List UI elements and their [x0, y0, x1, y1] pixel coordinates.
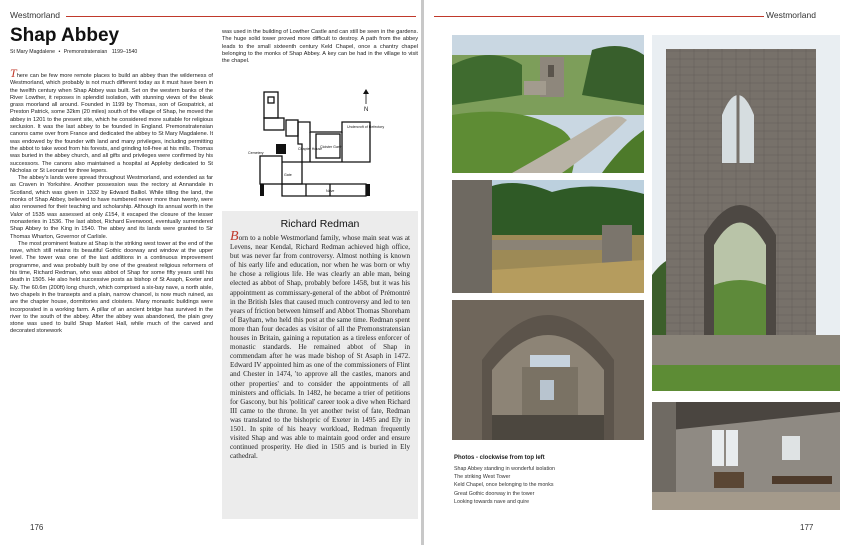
- caption-item: Keld Chapel, once belonging to the monks: [454, 482, 554, 489]
- photo-west-tower: [652, 35, 840, 391]
- caption-item: Shap Abbey standing in wonderful isolation: [454, 466, 556, 472]
- svg-text:N: N: [364, 107, 369, 113]
- photo-captions: [454, 455, 624, 506]
- plan-label-gate: Gate: [284, 173, 292, 177]
- plan-label-undercroft: Undercroft of Refectory: [347, 125, 385, 129]
- article-paragraph: The abbey's lands were spread throughout Westmorland, and extended as far as Craven in Yorkshire. Another possession was the rectory at Annandale in Scotland, which was given in 1332 by Edward Balliol. While tilling the land, the monks of Shap Abbey, believed to have numbered never more than twenty, were also renowned for their teaching and scholarship. Although its annual worth in the Valor of 1535 was assessed at only £154, it escaped the closure of the lesser monasteries in 1536. The last abbot, Richard Evenwood, eventually surrendered Shap Abbey to the King in 1540. The abbey and its lands were granted to Sir Thomas Wharton, Governor of Carlisle.: [10, 175, 213, 240]
- article-subtitle: [10, 49, 137, 55]
- caption-item: The striking West Tower: [454, 474, 511, 481]
- subtitle-dates: 1199–1540: [111, 49, 138, 55]
- header-rule-right: [434, 16, 764, 17]
- redman-sidebar: [222, 211, 418, 519]
- plan-label-nave: Nave: [326, 189, 335, 193]
- page-number-right: 177: [800, 523, 814, 532]
- caption-item: Great Gothic doorway in the tower: [454, 490, 535, 497]
- plan-label-cloister-garth: Cloister Garth: [320, 145, 343, 149]
- plan-label-cemetery: Cemetery: [248, 151, 264, 155]
- sidebar-heading: Richard Redman: [280, 218, 360, 230]
- valor-italic: Valor: [10, 211, 23, 218]
- photo-ruins-grounds: [452, 180, 644, 293]
- page-number-left: 176: [30, 523, 44, 532]
- article-paragraph: There can be few more remote places to build an abbey than the wilderness of Westmorland, which probably is not much different today as it must have been in the twelfth century when Shap Abbey was built. Set on the western banks of the River Lowther, it reposes in splendid isolation, with stunning views of the bleak grass moorland all around. Founded in 1199 by Thomas, son of Gospatrick, at Preston Patrick, some 32km (20 miles) south of the village of Shap, he moved the abbey in 1201 to the present site, which he considered more suitable for religious seclusion. It was the last abbey to be founded in England. Premonstratensian canons came over from France and dedicated the abbey to St Mary Magdalene. It was endowed by the founder with land and many privileges, including permitting the abbot to take wood from his forests, and grinding toll-free at his mills. Thomas was buried in the abbey church, and all gifts and privileges were confirmed by his successors. The canons also maintained a hospital at Appleby dedicated to St Nicholas or St Leonard for three lepers.: [10, 66, 213, 174]
- subtitle-dedication: St Mary Magdalene: [10, 49, 55, 55]
- photo-abbey-isolation: [452, 35, 644, 173]
- north-arrow-icon: [363, 89, 369, 113]
- sidebar-drop-cap: B: [230, 229, 239, 244]
- article-column-2: [222, 29, 418, 65]
- captions-heading: Photos - clockwise from top left: [454, 455, 545, 461]
- caption-item: Looking towards nave and quire: [454, 498, 530, 505]
- header-rule-left: [66, 16, 416, 17]
- drop-cap: T: [10, 66, 17, 80]
- plan-label-chapter-house: Chapter House: [298, 147, 323, 151]
- article-paragraph: was used in the building of Lowther Castle and can still be seen in the gardens. The huge solid tower proved more difficult to destroy. A path from the abbey leads to the small sixteenth century Keld Chapel, once a chantry chapel belonging to the monks of Shap Abbey. A key can be had in the village to visit the chapel.: [222, 29, 418, 65]
- sidebar-body: Born to a noble Westmorland family, whose main seat was at Levens, near Kendal, Richard Redman achieved high office, but was never far from controversy. Almost nothing is known of his early life and education, nor when he was born or why he chose a religious life. He was clearly an able man, being elected as abbot of Shap, probably before 1458, but it was his appointment as commissary-general of the abbot of Prémontré in the British Isles that caused much controversy and led to ten years of friction between himself and Abbot Thomas Shoreham of Bayham, who held this post at the same time. Redman spent more than four decades as visitor of all the Premonstratensian houses in Britain, gaining a reputation as a tireless enforcer of monastic standards. He remained abbot of Shap in commendam after he was made bishop of St Asaph in 1472. Edward IV appointed him as one of the commissioners of Flint and Chester in 1474, 'to approve all the castles, manors and other properties' and to consider the appointments of all ministers and officials. In 1482, he became a trier of petitions for Gascony, but his 'political' career took a dive when Richard III came to the throne. In yet another twist of fate, Redman was translated to the bishopric of Exeter in 1495 and Ely in 1501. In spite of his heavy workload, Redman frequently visited Shap and was able to maintain good order and ensure continued prosperity. He died in 1505 and is buried in Ely cathedral.: [230, 229, 410, 461]
- article-paragraph: The most prominent feature at Shap is the striking west tower at the end of the nave, which still retains its beautiful Gothic doorway and window at the upper level. The tower was one of the last additions in a continuous improvement programme, and was probably built by one of the greatest religious reformers of his time, Richard Redman, who was abbot of Shap for some fifty years until his death in 1505. He also held successive posts as bishop of St Asaph, Exeter and Ely. The 60.6m (200ft) long church, which comprised a six-bay nave, a north aisle, two chapels in the transepts and a plain, narrow chancel, is now much ruined, as are the chapter house, dormitories and cloisters. Many monastic buildings were incorporated in a working farm. A pillar of an ancient bridge has survived in the river to the south of the abbey. After the abbey was abandoned, the plain grey stone was used to build Shap Market Hall, while much of the carved and decorated stonework: [10, 240, 213, 335]
- photo-nave-quire: [652, 402, 840, 510]
- running-head-left: Westmorland: [10, 10, 60, 20]
- article-column-1: [10, 66, 213, 336]
- subtitle-order: Premonstratensian: [63, 49, 108, 55]
- article-title: Shap Abbey: [10, 25, 120, 46]
- right-page: [424, 0, 845, 545]
- subtitle-bullet: •: [58, 49, 61, 55]
- photo-gothic-doorway: [452, 300, 644, 440]
- abbey-ground-plan: [246, 88, 396, 206]
- running-head-right: Westmorland: [766, 10, 816, 20]
- left-page: [0, 0, 422, 545]
